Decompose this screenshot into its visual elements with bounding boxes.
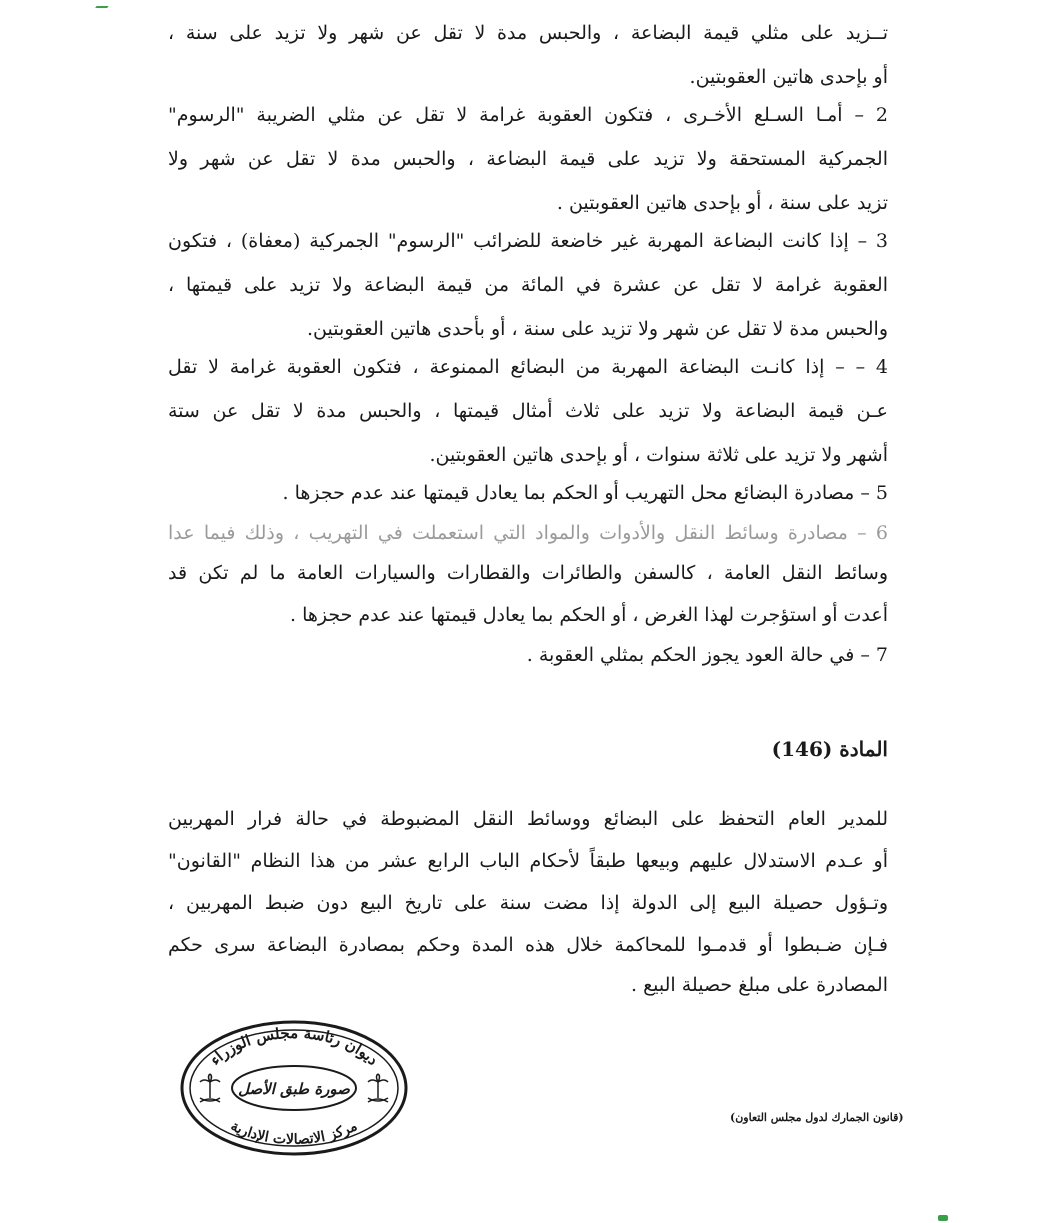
text-line: وسائط النقل العامة ، كالسفن والطائرات والقطارات والسيارات العامة ما لم تكن قد — [168, 562, 888, 584]
palm-swords-emblem-left — [200, 1074, 220, 1102]
text-line: للمدير العام التحفظ على البضائع ووسائط النقل المضبوطة في حالة فرار المهربين — [168, 808, 888, 830]
text-line: العقوبة غرامة لا تقل عن عشرة في المائة من قيمة البضاعة ولا تزيد على قيمتها ، — [168, 274, 888, 296]
text-line: 2 – أمـا السـلع الأخـرى ، فتكون العقوبة غرامة لا تقل عن مثلي الضريبة "الرسوم" — [168, 104, 888, 126]
text-line: 4 – – إذا كانـت البضاعة المهربة من البضائع الممنوعة ، فتكون العقوبة غرامة لا تقل — [168, 356, 888, 378]
text-line: 7 – في حالة العود يجوز الحكم بمثلي العقوبة . — [526, 644, 888, 666]
article-heading: المادة (146) — [771, 737, 888, 761]
text-line: أشهر ولا تزيد على ثلاثة سنوات ، أو بإحدى هاتين العقوبتين. — [429, 444, 888, 466]
text-line: المصادرة على مبلغ حصيلة البيع . — [630, 974, 888, 996]
seal-outer-text: ديوان رئاسة مجلس الوزراء — [206, 1023, 382, 1069]
text-line: تــزيد على مثلي قيمة البضاعة ، والحبس مدة لا تقل عن شهر ولا تزيد على سنة ، — [168, 22, 888, 44]
seal-center-text: صورة طبق الأصل — [238, 1080, 350, 1098]
text-line: الجمركية المستحقة ولا تزيد على قيمة البضاعة ، والحبس مدة لا تقل عن شهر ولا — [168, 148, 888, 170]
text-line: 6 – مصادرة وسائط النقل والأدوات والمواد التي استعملت في التهريب ، وذلك فيما عدا — [168, 522, 888, 544]
seal-bottom-text: مركز الاتصالات الإدارية — [227, 1118, 361, 1148]
text-line: فـإن ضـبطوا أو قدمـوا للمحاكمة خلال هذه المدة وحكم بمصادرة البضاعة سرى حكم — [168, 934, 888, 956]
text-line: أعدت أو استؤجرت لهذا الغرض ، أو الحكم بما يعادل قيمتها عند عدم حجزها . — [290, 604, 888, 626]
scan-mark — [95, 0, 113, 8]
text-line: والحبس مدة لا تقل عن شهر ولا تزيد على سنة ، أو بأحدى هاتين العقوبتين. — [306, 318, 888, 340]
text-line: عـن قيمة البضاعة ولا تزيد على ثلاث أمثال قيمتها ، والحبس مدة لا تقل عن ستة — [168, 400, 888, 422]
footer-reference: (قانون الجمارك لدول مجلس التعاون) — [730, 1111, 904, 1124]
text-line: أو بإحدى هاتين العقوبتين. — [689, 66, 888, 88]
official-seal — [178, 1018, 410, 1156]
text-line: وتـؤول حصيلة البيع إلى الدولة إذا مضت سنة على تاريخ البيع دون ضبط المهربين ، — [168, 892, 888, 914]
text-line: 3 – إذا كانت البضاعة المهربة غير خاضعة للضرائب "الرسوم" الجمركية (معفاة) ، فتكون — [168, 230, 888, 252]
scan-mark-corner — [938, 1215, 948, 1221]
text-line: تزيد على سنة ، أو بإحدى هاتين العقوبتين . — [556, 192, 888, 214]
text-line: 5 – مصادرة البضائع محل التهريب أو الحكم بما يعادل قيمتها عند عدم حجزها . — [282, 482, 888, 504]
text-line: أو عـدم الاستدلال عليهم وبيعها طبقاً لأحكام الباب الرابع عشر من هذا النظام "القانون" — [168, 850, 888, 872]
palm-swords-emblem-right — [368, 1074, 388, 1102]
